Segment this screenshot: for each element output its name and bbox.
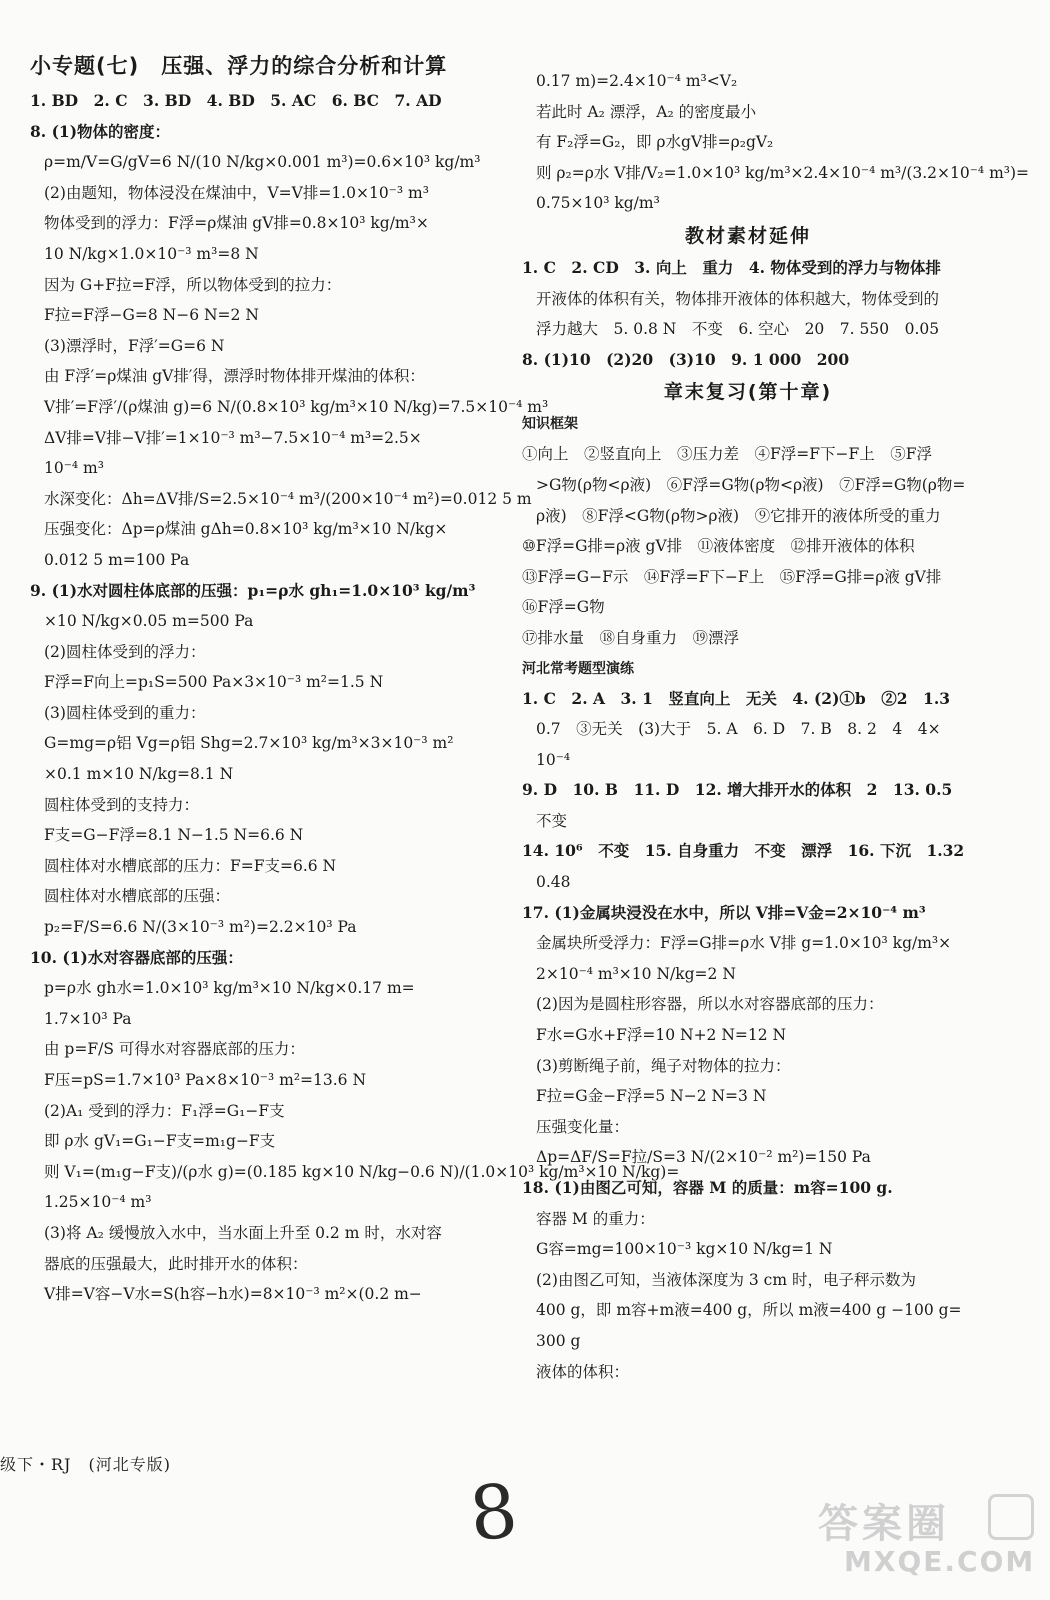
framework-line: ⑯F浮=G物	[522, 598, 605, 617]
answer-line: (2)圆柱体受到的浮力：	[44, 642, 206, 661]
answer-line: 液体的体积：	[536, 1362, 630, 1381]
answer-line: 即 ρ水 gV₁=G₁−F支=m₁g−F支	[44, 1132, 276, 1151]
right-column	[522, 66, 1030, 1387]
answer-line: (2)由题知，物体浸没在煤油中，V=V排=1.0×10⁻³ m³	[44, 183, 429, 202]
answer-line: G=mg=ρ铝 Vg=ρ铝 Shg=2.7×10³ kg/m³×3×10⁻³ m²	[44, 734, 454, 753]
answer-line: 8. (1)10 (2)20 (3)10 9. 1 000 200	[522, 349, 850, 369]
answer-line: 若此时 A₂ 漂浮，A₂ 的密度最小	[536, 102, 757, 121]
answer-line: 2×10⁻⁴ m³×10 N/kg=2 N	[536, 964, 736, 983]
framework-line: ρ液) ⑧F浮<G物(ρ物>ρ液) ⑨它排开的液体所受的重力	[536, 506, 941, 525]
answer-line: 水深变化：Δh=ΔV排/S=2.5×10⁻⁴ m³/(200×10⁻⁴ m²)=0.012 5 m	[44, 489, 532, 508]
answer-line: 0.012 5 m=100 Pa	[44, 550, 190, 569]
answer-line: V排′=F浮′/(ρ煤油 g)=6 N/(0.8×10³ kg/m³×10 N/kg)=7.5×10⁻⁴ m³	[44, 397, 549, 416]
answer-line: 10 N/kg×1.0×10⁻³ m³=8 N	[44, 244, 259, 263]
topic-title: 小专题(七) 压强、浮力的综合分析和计算	[30, 54, 448, 78]
answer-line: 9. D 10. B 11. D 12. 增大排开水的体积 2 13. 0.5	[522, 780, 953, 800]
watermark-badge-icon	[988, 1494, 1034, 1540]
answer-line: (2)由图乙可知，当液体深度为 3 cm 时，电子秤示数为	[536, 1270, 916, 1289]
answer-line: 圆柱体受到的支持力：	[44, 795, 200, 814]
answer-line: 1.7×10³ Pa	[44, 1009, 132, 1028]
answer-line: F拉=G金−F浮=5 N−2 N=3 N	[536, 1087, 767, 1106]
answer-line: 有 F₂浮=G₂，即 ρ水gV排=ρ₂gV₂	[536, 133, 774, 152]
answer-line: ×0.1 m×10 N/kg=8.1 N	[44, 765, 234, 784]
textbook-extension-lines	[522, 253, 974, 375]
answer-line: G容=mg=100×10⁻³ kg×10 N/kg=1 N	[536, 1240, 833, 1259]
answer-line: ×10 N/kg×0.05 m=500 Pa	[44, 612, 254, 631]
answer-line: 9. (1)水对圆柱体底部的压强：p₁=ρ水 gh₁=1.0×10³ kg/m³	[30, 580, 476, 600]
page-number: 8	[465, 1467, 522, 1559]
answer-line: V排=V容−V水=S(h容−h水)=8×10⁻³ m²×(0.2 m−	[44, 1285, 422, 1304]
answer-line: 1.25×10⁻⁴ m³	[44, 1193, 152, 1212]
answer-line: (2)A₁ 受到的浮力：F₁浮=G₁−F支	[44, 1101, 285, 1120]
right-continued-lines	[522, 66, 1030, 219]
answer-line: F压=pS=1.7×10³ Pa×8×10⁻³ m²=13.6 N	[44, 1071, 367, 1089]
watermark-text-en: MXQE.COM	[844, 1545, 1036, 1578]
practice-lines	[522, 684, 974, 1388]
answer-line: 10⁻⁴	[536, 750, 571, 769]
answer-line: (2)因为是圆柱形容器，所以水对容器底部的压力：	[536, 995, 884, 1014]
answer-line: 17. (1)金属块浸没在水中，所以 V排=V金=2×10⁻⁴ m³	[522, 902, 926, 922]
answer-line: 物体受到的浮力：F浮=ρ煤油 gV排=0.8×10³ kg/m³×	[44, 214, 429, 233]
answer-line: 0.7 ③无关 (3)大于 5. A 6. D 7. B 8. 2 4 4×	[536, 720, 941, 739]
answer-line: 1. C 2. CD 3. 向上 重力 4. 物体受到的浮力与物体排	[522, 257, 941, 277]
answer-line: F水=G水+F浮=10 N+2 N=12 N	[536, 1026, 787, 1045]
answer-line: Δp=ΔF/S=F拉/S=3 N/(2×10⁻² m²)=150 Pa	[536, 1148, 871, 1167]
answer-line: 18. (1)由图乙可知，容器 M 的质量：m容=100 g.	[522, 1178, 893, 1197]
answer-line: 压强变化量：	[536, 1117, 630, 1136]
answer-line: 10⁻⁴ m³	[44, 459, 104, 478]
answer-line: 容器 M 的重力：	[536, 1209, 655, 1228]
framework-line: ⑩F浮=G排=ρ液 gV排 ⑪液体密度 ⑫排开液体的体积	[522, 537, 915, 556]
answer-line: 1. C 2. A 3. 1 竖直向上 无关 4. (2)①b ②2 1.3	[522, 688, 950, 708]
answer-line: 压强变化：Δp=ρ煤油 gΔh=0.8×10³ kg/m³×10 N/kg×	[44, 520, 448, 539]
answer-line: 则 V₁=(m₁g−F支)/(ρ水 g)=(0.185 kg×10 N/kg−0.6 N)/(1.0×10³ kg/m³×10 N/kg)=	[44, 1162, 680, 1181]
answer-line: 0.17 m)=2.4×10⁻⁴ m³<V₂	[536, 72, 738, 90]
answer-line: 金属块所受浮力：F浮=G排=ρ水 V排 g=1.0×10³ kg/m³×	[536, 934, 952, 953]
section-title-chapter-review: 章末复习(第十章)	[663, 381, 833, 404]
answer-line: 因为 G+F拉=F浮，所以物体受到的拉力：	[44, 275, 342, 294]
answer-line: 器底的压强最大，此时排开水的体积：	[44, 1254, 308, 1273]
answer-line: 8. (1)物体的密度：	[30, 121, 171, 141]
answer-line: p=ρ水 gh水=1.0×10³ kg/m³×10 N/kg×0.17 m=	[44, 979, 415, 998]
answer-line: 0.75×10³ kg/m³	[536, 194, 660, 213]
answer-line: 浮力越大 5. 0.8 N 不变 6. 空心 20 7. 550 0.05	[536, 320, 940, 339]
answer-line: 由 p=F/S 可得水对容器底部的压力：	[44, 1040, 305, 1059]
page-footer: 级下・RJ (河北专版)	[0, 1455, 171, 1474]
answer-line: 1. BD 2. C 3. BD 4. BD 5. AC 6. BC 7. AD	[30, 91, 442, 110]
framework-line: ⑰排水量 ⑱自身重力 ⑲漂浮	[522, 628, 740, 647]
answer-line: 圆柱体对水槽底部的压强：	[44, 887, 231, 906]
answer-line: ρ=m/V=G/gV=6 N/(10 N/kg×0.001 m³)=0.6×10³ kg/m³	[44, 153, 481, 172]
answer-line: F支=G−F浮=8.1 N−1.5 N=6.6 N	[44, 826, 304, 845]
answer-line: 不变	[536, 811, 568, 830]
answer-line: 0.48	[536, 873, 571, 892]
answer-line: F浮=F向上=p₁S=500 Pa×3×10⁻³ m²=1.5 N	[44, 673, 384, 692]
answer-line: (3)将 A₂ 缓慢放入水中，当水面上升至 0.2 m 时，水对容	[44, 1223, 442, 1242]
answer-line: 开液体的体积有关，物体排开液体的体积越大，物体受到的	[536, 289, 940, 308]
watermark-logo	[818, 1492, 1048, 1596]
framework-line: >G物(ρ物<ρ液) ⑥F浮=G物(ρ物<ρ液) ⑦F浮=G物(ρ物=	[536, 475, 966, 494]
answer-line: 300 g	[536, 1331, 581, 1350]
answer-line: 圆柱体对水槽底部的压力：F=F支=6.6 N	[44, 856, 337, 875]
answer-line: 则 ρ₂=ρ水 V排/V₂=1.0×10³ kg/m³×2.4×10⁻⁴ m³/(3.2×10⁻⁴ m³)=	[536, 163, 1030, 182]
answer-line: p₂=F/S=6.6 N/(3×10⁻³ m²)=2.2×10³ Pa	[44, 918, 357, 937]
subhead-practice: 河北常考题型演练	[522, 660, 634, 677]
answer-line: (3)剪断绳子前，绳子对物体的拉力：	[536, 1056, 791, 1075]
answer-line: F拉=F浮−G=8 N−6 N=2 N	[44, 306, 259, 325]
framework-line: ⑬F浮=G−F示 ⑭F浮=F下−F上 ⑮F浮=G排=ρ液 gV排	[522, 567, 942, 586]
framework-line: ①向上 ②竖直向上 ③压力差 ④F浮=F下−F上 ⑤F浮	[522, 445, 932, 464]
answer-line: (3)漂浮时，F浮′=G=6 N	[44, 336, 225, 355]
answer-line: 由 F浮′=ρ煤油 gV排′得，漂浮时物体排开煤油的体积：	[44, 367, 425, 386]
answer-line: 14. 10⁶ 不变 15. 自身重力 不变 漂浮 16. 下沉 1.32	[522, 841, 965, 861]
subhead-knowledge-framework: 知识框架	[522, 416, 578, 433]
framework-lines	[522, 439, 974, 653]
answer-line: 400 g，即 m容+m液=400 g，所以 m液=400 g −100 g=	[536, 1301, 962, 1320]
answer-line: 10. (1)水对容器底部的压强：	[30, 947, 243, 967]
section-title-textbook: 教材素材延伸	[684, 224, 811, 247]
watermark-text-cn: 答案圈	[818, 1501, 950, 1547]
answer-line: (3)圆柱体受到的重力：	[44, 703, 206, 722]
answer-line: ΔV排=V排−V排′=1×10⁻³ m³−7.5×10⁻⁴ m³=2.5×	[44, 428, 422, 447]
